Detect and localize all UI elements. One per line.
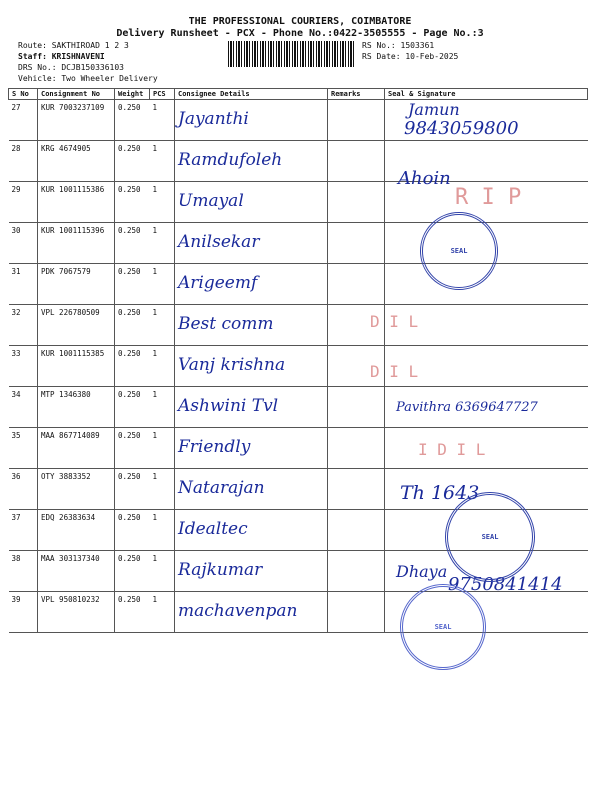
cell-weight: 0.250 [115, 264, 150, 305]
consignee-signature: Idealtec [178, 519, 248, 539]
route-info: Route: SAKTHIROAD 1 2 3 [18, 41, 129, 50]
col-pcs: PCS [150, 89, 175, 100]
cell-consignee [175, 100, 328, 141]
barcode-image [228, 41, 354, 67]
cell-consignment: KUR 7003237109 [38, 100, 115, 141]
cell-consignment: KUR 1001115396 [38, 223, 115, 264]
cell-consignee [175, 551, 328, 592]
cell-weight: 0.250 [115, 346, 150, 387]
cell-consignee [175, 510, 328, 551]
handwritten-name-27: Jamun [408, 100, 460, 119]
cell-weight: 0.250 [115, 551, 150, 592]
red-stamp-mark: D I L [370, 362, 419, 381]
consignee-signature: Rajkumar [178, 560, 263, 580]
cell-pcs: 1 [150, 264, 175, 305]
cell-consignment: OTY 3883352 [38, 469, 115, 510]
cell-consignee [175, 305, 328, 346]
cell-pcs: 1 [150, 182, 175, 223]
cell-remarks [328, 264, 385, 305]
cell-sno: 36 [9, 469, 38, 510]
red-stamp-mark: D I L [370, 312, 419, 331]
cell-pcs: 1 [150, 100, 175, 141]
cell-weight: 0.250 [115, 592, 150, 633]
cell-sno: 35 [9, 428, 38, 469]
sheet-title: THE PROFESSIONAL COURIERS, COIMBATORE [188, 16, 412, 27]
table-row [9, 264, 588, 305]
cell-consignment: KUR 1001115385 [38, 346, 115, 387]
cell-sno: 37 [9, 510, 38, 551]
cell-weight: 0.250 [115, 387, 150, 428]
handwritten-phone: 9843059800 [404, 118, 519, 139]
consignee-signature: Umayal [178, 191, 244, 211]
cell-pcs: 1 [150, 141, 175, 182]
consignee-signature: Friendly [178, 437, 251, 457]
table-row [9, 428, 588, 469]
table-header-row [9, 89, 588, 100]
cell-sno: 28 [9, 141, 38, 182]
cell-remarks [328, 387, 385, 428]
cell-remarks [328, 428, 385, 469]
cell-consignee [175, 592, 328, 633]
cell-consignee [175, 346, 328, 387]
cell-sno: 30 [9, 223, 38, 264]
col-weight: Weight [115, 89, 150, 100]
cell-sno: 32 [9, 305, 38, 346]
handwritten-phone-38: 9750841414 [448, 574, 563, 595]
cell-consignment: MAA 867714089 [38, 428, 115, 469]
cell-consignee [175, 223, 328, 264]
consignee-signature: Arigeemf [178, 273, 258, 293]
company-seal: SEAL [420, 212, 498, 290]
cell-remarks [328, 592, 385, 633]
cell-weight: 0.250 [115, 510, 150, 551]
cell-remarks [328, 469, 385, 510]
rs-number: RS No.: 1503361 [362, 41, 435, 50]
col-consignee: Consignee Details [175, 89, 328, 100]
handwritten-pavithra: Pavithra 6369647727 [396, 400, 538, 415]
cell-consignee [175, 469, 328, 510]
cell-weight: 0.250 [115, 223, 150, 264]
handwritten-mark-36: Th 1643 [400, 482, 480, 504]
cell-sno: 39 [9, 592, 38, 633]
consignee-signature: Anilsekar [178, 232, 260, 252]
col-seal: Seal & Signature [385, 89, 588, 100]
consignee-signature: machavenpan [178, 601, 298, 621]
round-seal: SEAL [400, 584, 486, 670]
cell-consignment: VPL 950810232 [38, 592, 115, 633]
table-row [9, 223, 588, 264]
cell-sno: 34 [9, 387, 38, 428]
cell-consignment: VPL 226780509 [38, 305, 115, 346]
vehicle-info: Vehicle: Two Wheeler Delivery [18, 74, 158, 83]
cell-consignee [175, 264, 328, 305]
drs-info: DRS No.: DCJB150336103 [18, 63, 124, 72]
cell-pcs: 1 [150, 551, 175, 592]
cell-pcs: 1 [150, 428, 175, 469]
table-row [9, 305, 588, 346]
rs-date: RS Date: 10-Feb-2025 [362, 52, 459, 61]
cell-pcs: 1 [150, 592, 175, 633]
handwritten-signature-29: Ahoin [398, 168, 451, 189]
cell-remarks [328, 551, 385, 592]
cell-weight: 0.250 [115, 100, 150, 141]
cell-remarks [328, 510, 385, 551]
cell-consignee [175, 182, 328, 223]
cell-consignment: KRG 4674905 [38, 141, 115, 182]
cell-consignment: MAA 303137340 [38, 551, 115, 592]
cell-seal [385, 428, 588, 469]
cell-consignment: PDK 7067579 [38, 264, 115, 305]
cell-sno: 27 [9, 100, 38, 141]
cell-consignee [175, 141, 328, 182]
cell-sno: 38 [9, 551, 38, 592]
col-consignment: Consignment No [38, 89, 115, 100]
cell-remarks [328, 100, 385, 141]
col-sno: S No [9, 89, 38, 100]
cell-sno: 33 [9, 346, 38, 387]
cell-weight: 0.250 [115, 469, 150, 510]
cell-sno: 31 [9, 264, 38, 305]
consignee-signature: Ashwini Tvl [178, 396, 279, 416]
cell-consignee [175, 428, 328, 469]
cell-sno: 29 [9, 182, 38, 223]
cell-consignment: KUR 1001115386 [38, 182, 115, 223]
software-seal: SEAL [445, 492, 535, 582]
cell-consignee [175, 387, 328, 428]
staff-info: Staff: KRISHNAVENI [18, 52, 105, 61]
cell-weight: 0.250 [115, 141, 150, 182]
cell-consignment: MTP 1346380 [38, 387, 115, 428]
col-remarks: Remarks [328, 89, 385, 100]
consignee-signature: Best comm [178, 314, 274, 334]
cell-pcs: 1 [150, 223, 175, 264]
consignee-signature: Natarajan [178, 478, 265, 498]
cell-remarks [328, 141, 385, 182]
cell-weight: 0.250 [115, 182, 150, 223]
red-stamp-mark: I D I L [418, 440, 486, 459]
handwritten-dhaya: Dhaya [396, 562, 448, 581]
table-row [9, 592, 588, 633]
consignee-signature: Jayanthi [178, 109, 249, 129]
table-row [9, 346, 588, 387]
sheet-subtitle: Delivery Runsheet - PCX - Phone No.:0422-3505555 - Page No.:3 [116, 28, 484, 39]
cell-weight: 0.250 [115, 428, 150, 469]
cell-remarks [328, 182, 385, 223]
cell-pcs: 1 [150, 387, 175, 428]
cell-remarks [328, 223, 385, 264]
cell-consignment: EDQ 26383634 [38, 510, 115, 551]
cell-pcs: 1 [150, 305, 175, 346]
consignee-signature: Ramdufoleh [178, 150, 283, 170]
cell-pcs: 1 [150, 346, 175, 387]
cell-pcs: 1 [150, 510, 175, 551]
cell-pcs: 1 [150, 469, 175, 510]
table-row [9, 141, 588, 182]
consignee-signature: Vanj krishna [178, 355, 286, 375]
red-stamp-mark: R I P [455, 185, 522, 210]
cell-weight: 0.250 [115, 305, 150, 346]
